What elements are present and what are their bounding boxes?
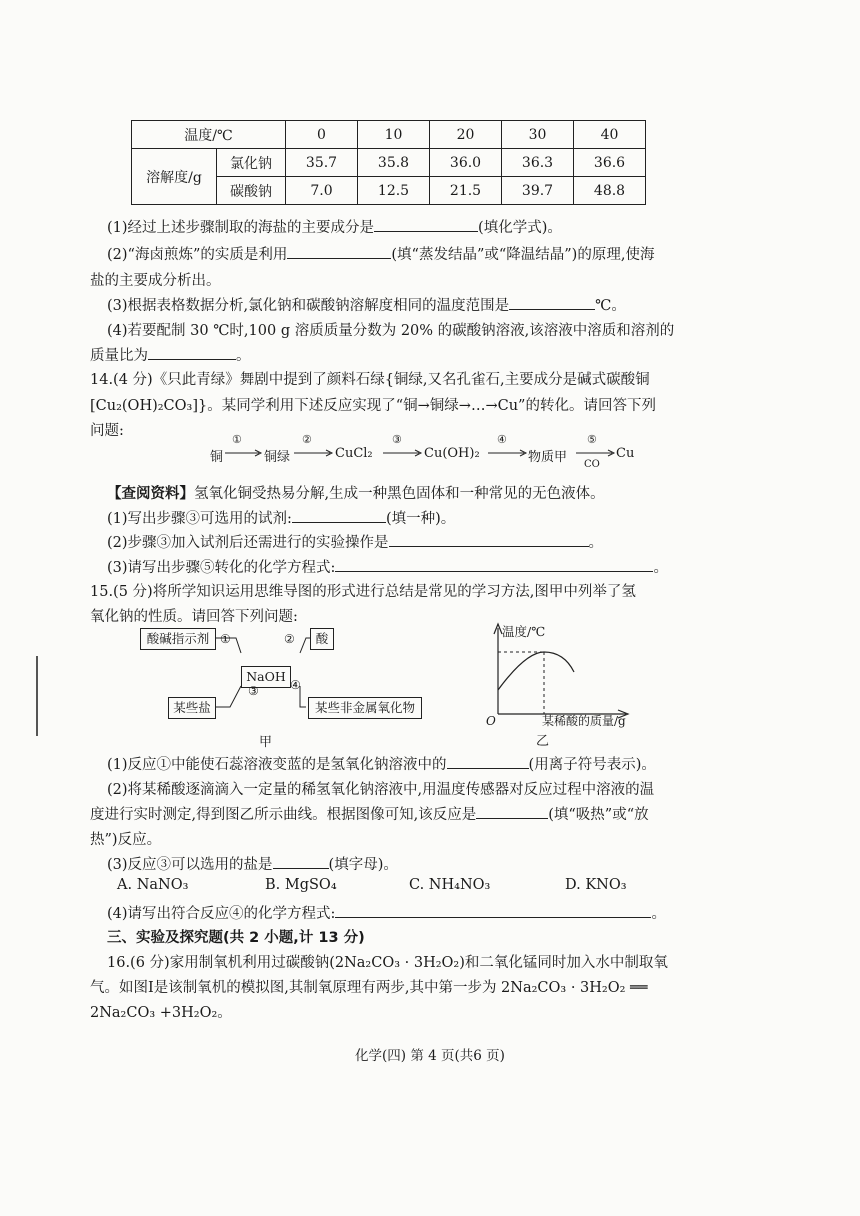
- option-d: D. KNO₃: [565, 877, 627, 893]
- arrow-icon: [383, 449, 423, 457]
- answer-blank: [476, 804, 548, 819]
- table-cell: 40: [574, 121, 646, 149]
- option-a: A. NaNO₃: [117, 877, 189, 893]
- answer-blank: [335, 557, 653, 572]
- table-row-label: 碳酸钠: [217, 177, 286, 205]
- q15-part4: (4)请写出符合反应④的化学方程式: 。: [107, 902, 666, 923]
- table-cell: 20: [430, 121, 502, 149]
- table-cell: 48.8: [574, 177, 646, 205]
- table-cell: 10: [358, 121, 430, 149]
- answer-blank: [273, 854, 329, 869]
- arrow-icon: [488, 449, 528, 457]
- answer-blank: [447, 754, 529, 769]
- q14-part2: (2)步骤③加入试剂后还需进行的实验操作是 。: [107, 531, 603, 552]
- solubility-table: [131, 120, 646, 205]
- answer-blank: [389, 532, 589, 547]
- figure-caption-yi: 乙: [536, 734, 550, 749]
- q15-options: [117, 877, 717, 897]
- table-cell: 36.3: [502, 149, 574, 177]
- mindmap-node-oxide: 某些非金属氧化物: [308, 697, 422, 719]
- q13-part4: (4)若要配制 30 ℃时,100 g 溶质质量分数为 20% 的碳酸钠溶液,该溶液中溶质和溶剂的: [107, 323, 675, 339]
- table-cell: 39.7: [502, 177, 574, 205]
- mindmap-node-center: NaOH: [241, 666, 291, 688]
- temperature-graph: [486, 620, 656, 770]
- mindmap-node-indicator: 酸碱指示剂: [140, 628, 216, 650]
- q15-part3: (3)反应③可以选用的盐是 (填字母)。: [107, 853, 398, 874]
- table-row-label: 氯化钠: [217, 149, 286, 177]
- q14-info: 【查阅资料】氢氧化铜受热易分解,生成一种黑色固体和一种常见的无色液体。: [107, 486, 605, 502]
- arrow-icon: [576, 449, 616, 457]
- arrow-icon: [225, 449, 263, 457]
- option-c: C. NH₄NO₃: [409, 877, 491, 893]
- q15-stem-line2: 氧化钠的性质。请回答下列问题:: [90, 609, 298, 625]
- graph-x-label: 某稀酸的质量/g: [542, 714, 626, 728]
- mindmap-node-acid: 酸: [310, 628, 334, 650]
- table-cell: 30: [502, 121, 574, 149]
- q13-part4-cont: 质量比为 。: [90, 344, 251, 365]
- table-cell: 12.5: [358, 177, 430, 205]
- arrow-icon: [294, 449, 334, 457]
- table-cell: 21.5: [430, 177, 502, 205]
- table-header-temp: 温度/℃: [132, 121, 286, 149]
- table-cell: 0: [286, 121, 358, 149]
- answer-blank: [148, 345, 236, 360]
- answer-blank: [292, 508, 386, 523]
- q13-part1: (1)经过上述步骤制取的海盐的主要成分是 (填化学式)。: [107, 216, 562, 237]
- table-cell: 35.7: [286, 149, 358, 177]
- q13-part2: (2)“海卤煎炼”的实质是利用 (填“蒸发结晶”或“降温结晶”)的原理,使海: [107, 243, 654, 264]
- answer-blank: [374, 217, 478, 232]
- q13-part3: (3)根据表格数据分析,氯化钠和碳酸钠溶解度相同的温度范围是 ℃。: [107, 294, 626, 315]
- q14-stem-line2: [Cu₂(OH)₂CO₃]}。某同学利用下述反应实现了“铜→铜绿→…→Cu”的转化。请回答下列: [90, 398, 656, 414]
- table-row-group: 溶解度/g: [132, 149, 217, 205]
- q13-part2-cont: 盐的主要成分析出。: [90, 273, 221, 289]
- q15-part2: (2)将某稀酸逐滴滴入一定量的稀氢氧化钠溶液中,用温度传感器对反应过程中溶液的温: [107, 782, 655, 798]
- q14-part3: (3)请写出步骤⑤转化的化学方程式: 。: [107, 556, 668, 577]
- graph-origin: O: [486, 714, 496, 728]
- table-cell: 7.0: [286, 177, 358, 205]
- figure-caption-jia: 甲: [259, 735, 273, 750]
- q14-part1: (1)写出步骤③可选用的试剂: (填一种)。: [107, 507, 455, 528]
- q15-part2-cont: 度进行实时测定,得到图乙所示曲线。根据图像可知,该反应是 (填“吸热”或“放: [90, 803, 649, 824]
- q15-stem-line1: 15.(5 分)将所学知识运用思维导图的形式进行总结是常见的学习方法,图甲中列举了氢: [90, 584, 636, 600]
- q16-stem-line1: 16.(6 分)家用制氧机利用过碳酸钠(2Na₂CO₃ · 3H₂O₂)和二氧化锰同时加入水中制取氧: [107, 955, 668, 971]
- mindmap-figure: 酸碱指示剂 ① ② 酸 NaOH ③ ④ 某些盐 某些非金属氧化物 甲: [140, 628, 440, 753]
- answer-blank: [335, 903, 651, 918]
- answer-blank: [509, 295, 595, 310]
- table-cell: 36.0: [430, 149, 502, 177]
- q16-stem-line2: 气。如图Ⅰ是该制氧机的模拟图,其制氧原理有两步,其中第一步为 2Na₂CO₃ · 3H₂O₂ ══: [90, 980, 648, 996]
- option-b: B. MgSO₄: [265, 877, 337, 893]
- q14-stem-line1: 14.(4 分)《只此青绿》舞剧中提到了颜料石绿{铜绿,又名孔雀石,主要成分是碱式碳酸铜: [90, 372, 650, 388]
- graph-y-label: 温度/℃: [502, 624, 546, 639]
- reaction-chain: 铜 ① 铜绿 ② CuCl₂ ③ Cu(OH)₂ ④ 物质甲 ⑤ CO Cu: [210, 433, 635, 470]
- scan-margin-mark: [36, 656, 38, 736]
- q14-stem-line3: 问题:: [90, 423, 124, 439]
- answer-blank: [287, 244, 391, 259]
- mindmap-node-salt: 某些盐: [168, 697, 216, 719]
- section-heading: 三、实验及探究题(共 2 小题,计 13 分): [107, 930, 365, 946]
- q16-stem-line3: 2Na₂CO₃ +3H₂O₂。: [90, 1005, 232, 1021]
- q15-part2-end: 热”)反应。: [90, 832, 162, 848]
- page-footer: 化学(四) 第 4 页(共6 页): [355, 1048, 505, 1064]
- table-cell: 36.6: [574, 149, 646, 177]
- table-cell: 35.8: [358, 149, 430, 177]
- q15-part1: (1)反应①中能使石蕊溶液变蓝的是氢氧化钠溶液中的 (用离子符号表示)。: [107, 753, 656, 774]
